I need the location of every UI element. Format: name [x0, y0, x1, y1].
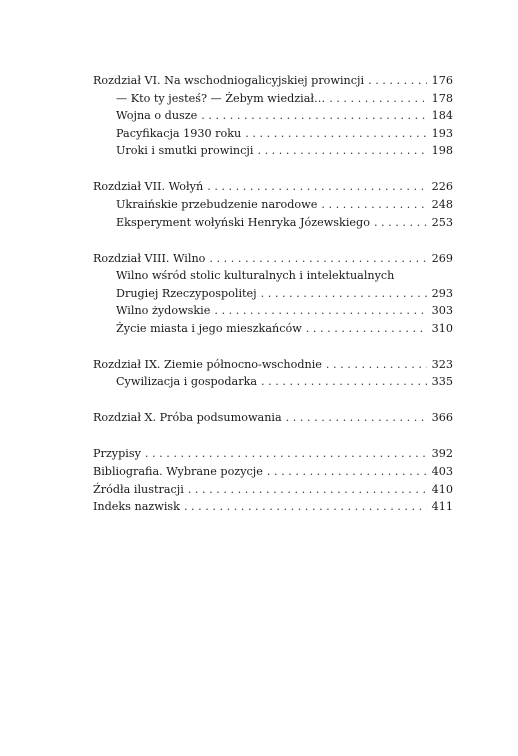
toc-entry-page: 335 [431, 375, 453, 389]
toc-entry-page: 411 [431, 500, 453, 514]
section-gap [93, 427, 453, 445]
toc-entry-chapter-8 [93, 250, 453, 268]
dot-leader [326, 356, 427, 374]
toc-entry-title: Życie miasta i jego mieszkańców [116, 321, 302, 335]
table-of-contents [93, 72, 453, 516]
dot-leader [306, 320, 427, 338]
toc-entry-bibliography [93, 463, 453, 481]
toc-entry-page: 176 [431, 74, 453, 87]
toc-entry-page: 410 [431, 482, 453, 496]
dot-leader [257, 142, 427, 160]
toc-subentry [93, 302, 453, 320]
toc-entry-title: Wilno wśród stolic kulturalnych i intelektualnych [116, 269, 395, 283]
dot-leader [321, 196, 427, 214]
toc-entry-title: Pacyfikacja 1930 roku [116, 126, 242, 140]
toc-entry-page: 366 [431, 411, 453, 425]
dot-leader [188, 481, 427, 499]
toc-entry-page: 253 [431, 215, 453, 229]
section-gap [93, 391, 453, 409]
dot-leader [368, 72, 427, 90]
dot-leader [209, 250, 427, 268]
toc-entry-chapter-6 [93, 72, 453, 90]
toc-entry-page: 193 [431, 126, 453, 140]
toc-entry-title: Rozdział VIII. Wilno [93, 251, 206, 265]
dot-leader [245, 125, 427, 143]
dot-leader [207, 178, 427, 196]
toc-entry-chapter-7 [93, 178, 453, 196]
toc-entry-title: Bibliografia. Wybrane pozycje [93, 465, 263, 479]
dot-leader [267, 463, 427, 481]
dot-leader [201, 107, 427, 125]
toc-entry-title: Rozdział VII. Wołyń [93, 180, 204, 194]
dot-leader [261, 373, 427, 391]
dot-leader [374, 214, 427, 232]
section-gap [93, 231, 453, 249]
toc-entry-name-index [93, 498, 453, 516]
toc-subentry [93, 196, 453, 214]
toc-entry-page: 226 [431, 180, 453, 194]
dot-leader [286, 409, 427, 427]
toc-entry-title: Ukraińskie przebudzenie narodowe [116, 197, 318, 211]
toc-entry-page: 269 [431, 251, 453, 265]
toc-entry-chapter-10 [93, 409, 453, 427]
toc-entry-title: Cywilizacja i gospodarka [116, 375, 258, 389]
toc-subentry [93, 214, 453, 232]
toc-entry-page: 303 [431, 304, 453, 318]
toc-entry-title: — Kto ty jesteś? — Żebym wiedział… [116, 91, 326, 105]
toc-subentry [93, 142, 453, 160]
toc-entry-notes [93, 445, 453, 463]
section-gap [93, 338, 453, 356]
toc-entry-page: 323 [431, 357, 453, 371]
dot-leader [145, 445, 427, 463]
toc-entry-title: Rozdział X. Próba podsumowania [93, 411, 282, 425]
toc-entry-title: Eksperyment wołyński Henryka Józewskiego [116, 215, 370, 229]
dot-leader [184, 498, 427, 516]
toc-subentry-line [93, 267, 453, 285]
toc-subentry [93, 90, 453, 108]
toc-entry-illustration-sources [93, 481, 453, 499]
toc-entry-title: Wojna o dusze [116, 109, 198, 123]
toc-entry-title: Źródła ilustracji [93, 482, 184, 496]
toc-entry-title: Rozdział IX. Ziemie północno-wschodnie [93, 357, 322, 371]
toc-subentry [93, 320, 453, 338]
toc-entry-page: 184 [431, 109, 453, 123]
toc-subentry [93, 125, 453, 143]
toc-entry-page: 198 [431, 144, 453, 158]
section-gap [93, 160, 453, 178]
toc-subentry [93, 373, 453, 391]
toc-entry-page: 293 [431, 286, 453, 300]
dot-leader [214, 302, 427, 320]
toc-entry-page: 248 [431, 197, 453, 211]
toc-entry-page: 310 [431, 321, 453, 335]
toc-entry-title: Rozdział VI. Na wschodniogalicyjskiej prowincji [93, 74, 365, 87]
toc-entry-page: 178 [431, 91, 453, 105]
toc-entry-page: 403 [431, 465, 453, 479]
dot-leader [329, 90, 427, 108]
toc-entry-title: Drugiej Rzeczypospolitej [116, 286, 257, 300]
toc-subentry [93, 107, 453, 125]
toc-entry-title: Przypisy [93, 447, 141, 461]
toc-entry-chapter-9 [93, 356, 453, 374]
toc-subentry [93, 285, 453, 303]
toc-entry-title: Wilno żydowskie [116, 304, 211, 318]
toc-entry-title: Uroki i smutki prowincji [116, 144, 254, 158]
toc-entry-page: 392 [431, 447, 453, 461]
dot-leader [261, 285, 427, 303]
toc-entry-title: Indeks nazwisk [93, 500, 180, 514]
